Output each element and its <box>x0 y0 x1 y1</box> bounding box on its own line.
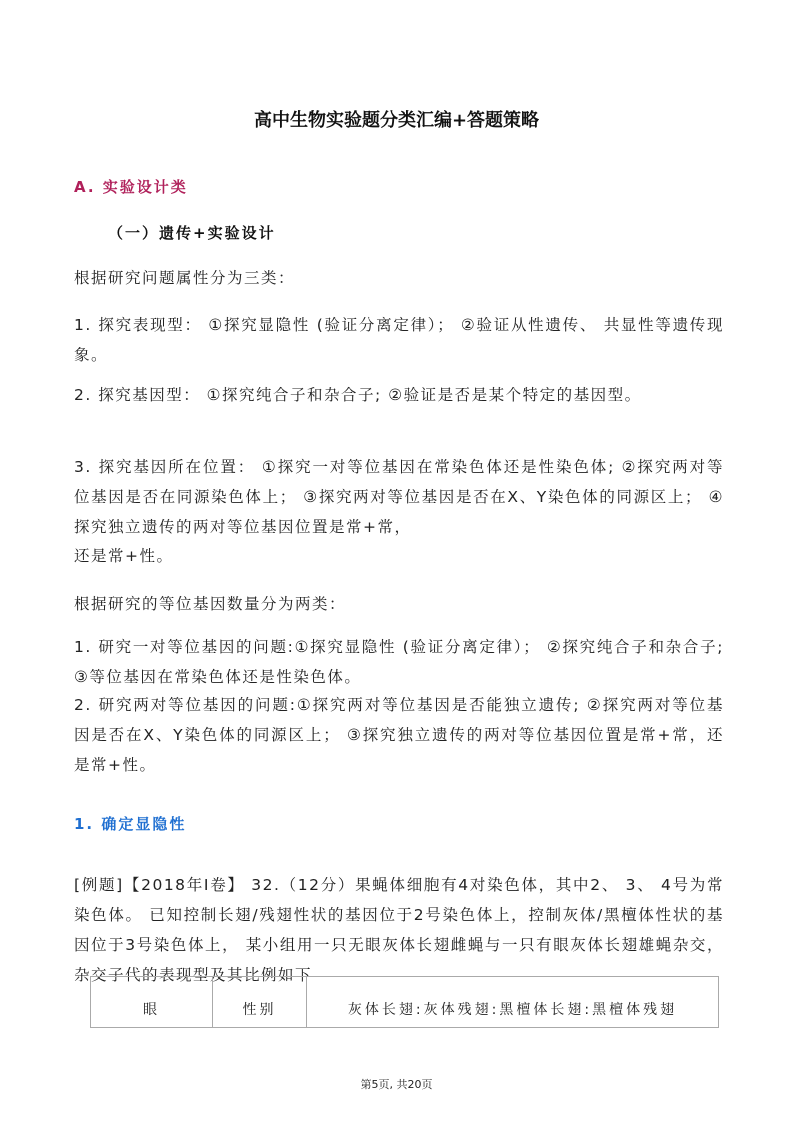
table-row <box>91 977 719 1028</box>
section-heading-1: 1. 确定显隐性 <box>74 815 187 833</box>
table-header-cell: 性别 <box>213 977 307 1028</box>
table-header-cell: 眼 <box>91 977 213 1028</box>
list-item-continuation: 还是常+性。 <box>74 547 174 565</box>
page-title: 高中生物实验题分类汇编+答题策略 <box>253 110 540 131</box>
list-item: 1. 探究表现型： ①探究显隐性 (验证分离定律）； ②验证从性遗传、 共显性等遗传现象。 <box>74 316 724 364</box>
section-heading-a: A. 实验设计类 <box>74 178 188 196</box>
list-item: 2. 研究两对等位基因的问题:①探究两对等位基因是否能独立遗传; ②探究两对等位基因是否在X、Y染色体的同源区上； ③探究独立遗传的两对等位基因位置是常+常，还是常+性。 <box>74 696 724 774</box>
table-header-cell: 灰体长翅:灰体残翅:黑檀体长翅:黑檀体残翅 <box>307 977 719 1028</box>
list-item: 3. 探究基因所在位置： ①探究一对等位基因在常染色体还是性染色体; ②探究两对等位基因是否在同源染色体上； ③探究两对等位基因是否在X、Y染色体的同源区上； ④探究独立遗传的两对等位基因位置是常+常， <box>74 458 724 536</box>
intro-paragraph: 根据研究问题属性分为三类： <box>74 269 296 287</box>
subsection-heading: （一）遗传+实验设计 <box>108 224 276 242</box>
list-item: 1. 研究一对等位基因的问题:①探究显隐性 (验证分离定律）； ②探究纯合子和杂合子; ③等位基因在常染色体还是性染色体。 <box>74 638 724 686</box>
intro-paragraph: 根据研究的等位基因数量分为两类： <box>74 595 347 613</box>
list-item: 2. 探究基因型： ①探究纯合子和杂合子; ②验证是否是某个特定的基因型。 <box>74 386 642 404</box>
example-paragraph: [例题]【2018年Ⅰ卷】 32.（12分）果蝇体细胞有4对染色体，其中2、 3、 4号为常染色体。 已知控制长翅/残翅性状的基因位于2号染色体上，控制灰体/黑檀体性状的基因位于3号染色体上， 某小组用一只无眼灰体长翅雌蝇与一只有眼灰体长翅雄蝇杂交，杂交子代的表现型及其比例如下 <box>74 876 724 984</box>
results-table <box>90 976 719 1028</box>
page-footer: 第5页, 共20页 <box>360 1078 433 1091</box>
